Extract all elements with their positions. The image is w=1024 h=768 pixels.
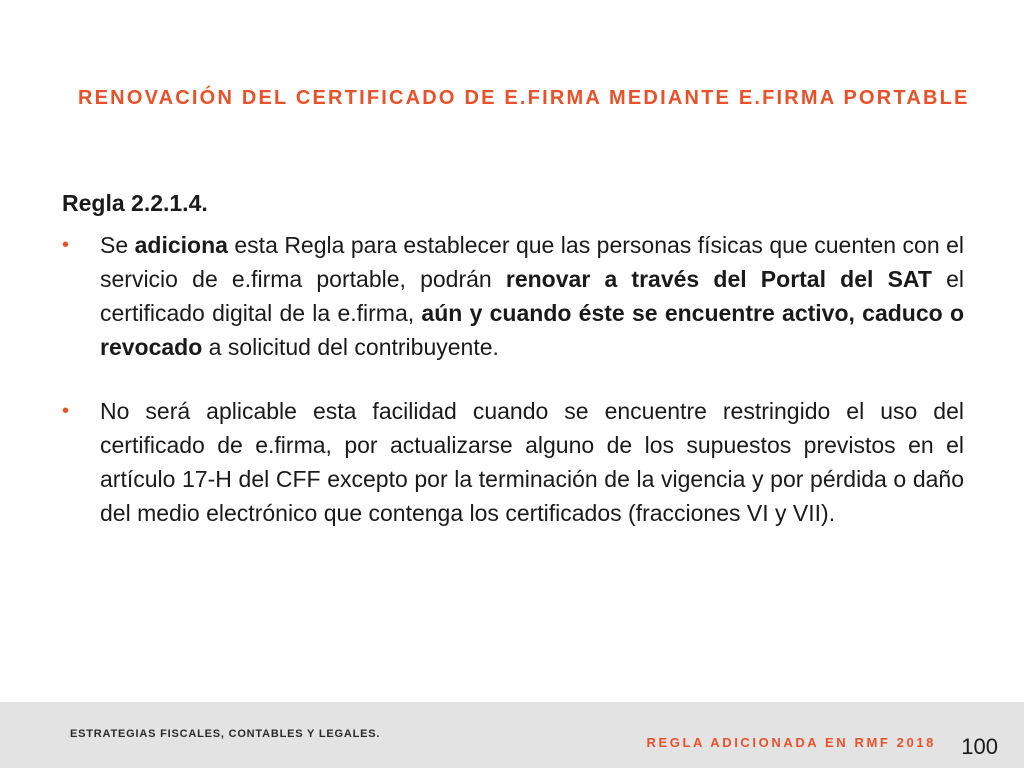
text-segment-bold: aún y cuando éste se encuentre activo, caduco o revocado — [100, 300, 964, 360]
text-segment: a solicitud del contribuyente. — [202, 334, 499, 360]
bullet-list — [62, 228, 964, 560]
bullet-icon: • — [62, 234, 70, 256]
footer-section-label: REGLA ADICIONADA EN RMF 2018 — [646, 735, 936, 750]
page-number: 100 — [961, 734, 998, 759]
footer-company-tagline: ESTRATEGIAS FISCALES, CONTABLES Y LEGALES. — [70, 728, 381, 740]
footer-bar — [0, 702, 1024, 768]
slide-title: RENOVACIÓN DEL CERTIFICADO DE E.FIRMA MEDIANTE E.FIRMA PORTABLE — [78, 87, 970, 109]
text-segment-bold: renovar a través del Portal del SAT — [505, 266, 932, 292]
text-segment: No será aplicable esta facilidad cuando se encuentre restringido el uso del certificado de e.firma, por actualizarse alguno de los supuestos previstos en el artículo 17-H del CFF excepto por la terminación de la vigencia y por pérdida o daño del medio electrónico que contenga los certificados (fracciones VI y VII). — [100, 398, 964, 526]
text-segment: Se — [100, 232, 135, 258]
bullet-icon: • — [62, 400, 70, 422]
bullet-text — [100, 394, 964, 530]
bullet-item — [62, 228, 964, 364]
text-segment: esta Regla para establecer que las personas físicas que cuenten con el servicio de e.firma portable, podrán — [100, 232, 964, 292]
rule-identifier: Regla 2.2.1.4. — [62, 190, 208, 216]
text-segment-bold: adiciona — [134, 232, 228, 258]
bullet-item — [62, 394, 964, 530]
text-segment: el certificado digital de la e.firma, — [100, 266, 964, 326]
bullet-text — [100, 228, 964, 364]
